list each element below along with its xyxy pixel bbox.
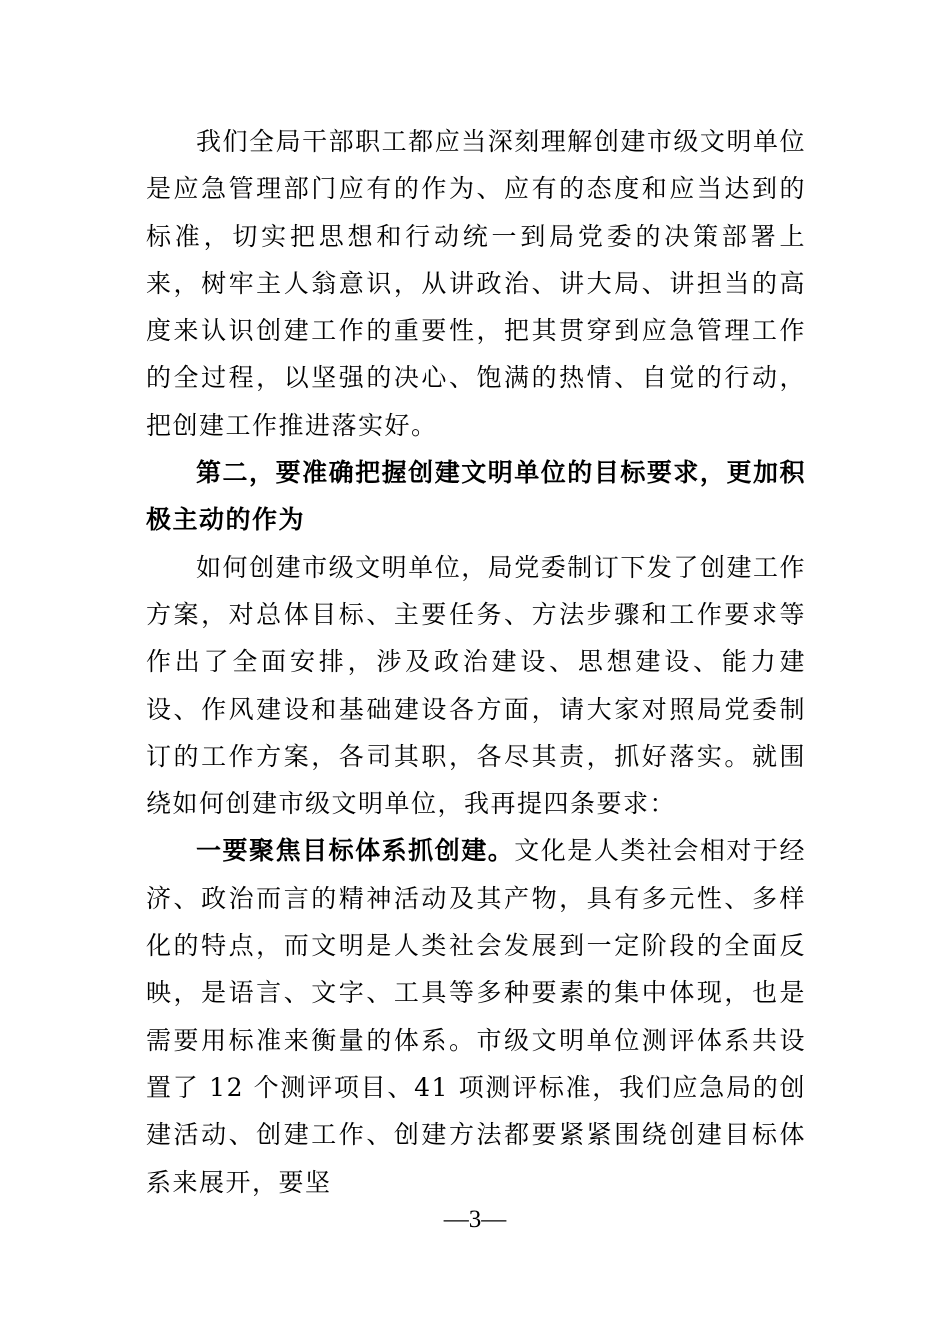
paragraph-3-lead: 一要聚焦目标体系抓创建。	[196, 836, 515, 866]
paragraph-2: 如何创建市级文明单位，局党委制订下发了创建工作方案，对总体目标、主要任务、方法步骤和工作要求等作出了全面安排，涉及政治建设、思想建设、能力建设、作风建设和基础建设各方面，请大家对照局党委制订的工作方案，各司其职，各尽其责，抓好落实。就围绕如何创建市级文明单位，我再提四条要求：	[146, 552, 806, 819]
section-heading-2: 第二，要准确把握创建文明单位的目标要求，更加积极主动的作为	[146, 458, 806, 535]
paragraph-3-text: 文化是人类社会相对于经济、政治而言的精神活动及其产物，具有多元性、多样化的特点，而文明是人类社会发展到一定阶段的全面反映，是语言、文字、工具等多种要素的集中体现，也是需要用标准来衡量的体系。市级文明单位测评体系共设置了 12 个测评项目、41 项测评标准，我们应急局的创建活动、创建工作、创建方法都要紧紧围绕创建目标体系来展开，要坚	[146, 836, 806, 1197]
paragraph-3	[146, 827, 806, 1205]
paragraph-1: 我们全局干部职工都应当深刻理解创建市级文明单位是应急管理部门应有的作为、应有的态度和应当达到的标准，切实把思想和行动统一到局党委的决策部署上来，树牢主人翁意识，从讲政治、讲大局、讲担当的高度来认识创建工作的重要性，把其贯穿到应急管理工作的全过程，以坚强的决心、饱满的热情、自觉的行动，把创建工作推进落实好。	[146, 127, 806, 440]
page-number: —3—	[443, 1206, 507, 1233]
document-body	[146, 118, 806, 1206]
